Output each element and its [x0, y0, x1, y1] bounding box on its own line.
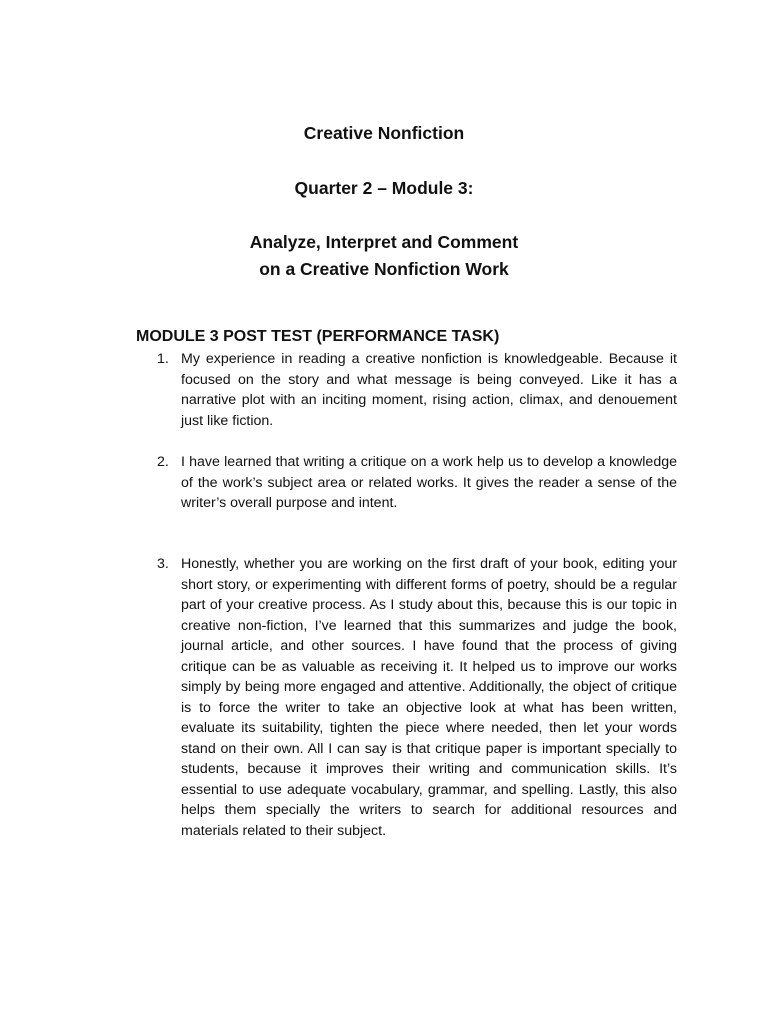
list-item-text: I have learned that writing a critique on a work help us to develop a knowledge of the work’s subject area or related works. It gives the reader a sense of the writer’s overall purpose and intent. — [181, 454, 677, 511]
topic-title-line2: on a Creative Nonfiction Work — [259, 259, 509, 279]
list-item-number: 2. — [157, 454, 169, 470]
list-item-text: Honestly, whether you are working on the first draft of your book, editing your short story, or experimenting with different forms of poetry, should be a regular part of your creative process. As I study about this, because this is our topic in creative non-fiction, I’ve learned that this summarizes and judge the book, journal article, and other sources. I have found that the process of giving critique can be as valuable as receiving it. It helped us to improve our works simply by being more engaged and attentive. Additionally, the object of critique is to force the writer to take an objective look at what has been written, evaluate its suitability, tighten the piece where needed, then let your words stand on their own. All I can say is that critique paper is important specially to students, because it improves their writing and communication skills. It’s essential to use adequate vocabulary, grammar, and spelling. Lastly, this also helps them specially the writers to search for additional resources and materials related to their subject. — [181, 556, 677, 839]
list-item-number: 1. — [157, 351, 169, 367]
section-heading: MODULE 3 POST TEST (PERFORMANCE TASK) — [136, 328, 500, 345]
list-item-number: 3. — [157, 556, 169, 572]
list-item-text: My experience in reading a creative nonfiction is knowledgeable. Because it focused on the story and what message is being conveyed. Like it has a narrative plot with an inciting moment, rising action, climax, and denouement just like fiction. — [181, 351, 677, 429]
topic-title-line1: Analyze, Interpret and Comment — [249, 232, 519, 252]
course-title: Creative Nonfiction — [303, 123, 465, 143]
topic-title — [0, 229, 768, 283]
module-title: Quarter 2 – Module 3: — [294, 178, 474, 198]
